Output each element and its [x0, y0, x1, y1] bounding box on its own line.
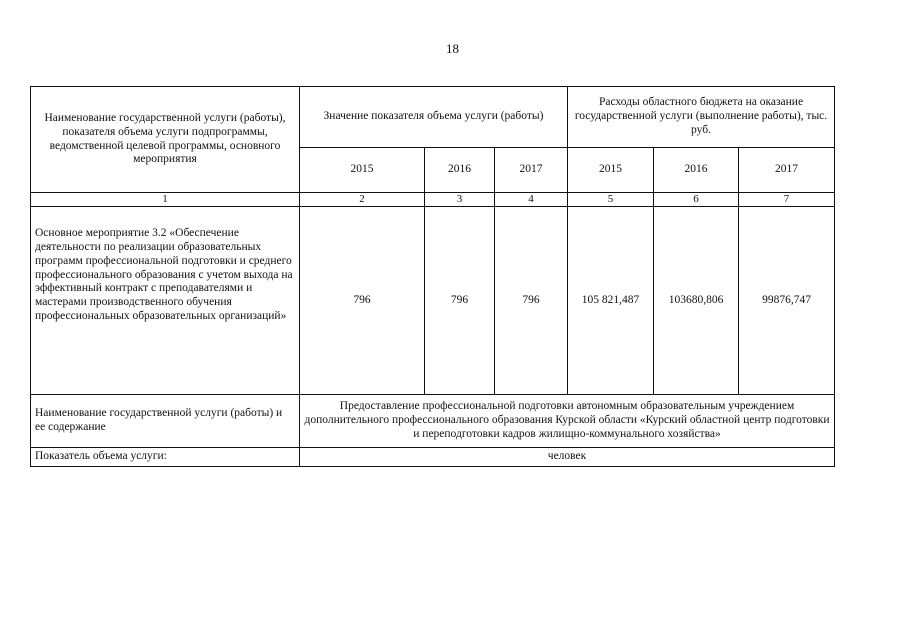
main-activity-name: Основное мероприятие 3.2 «Обеспечение деятельности по реализации образовательных программ профессиональной подготовки и среднего профессионального образования с учетом выхода на эффективный контракт с преподавателями и мастерами производственного обучения профессиональных образовательных организаций» [31, 207, 300, 395]
table-row [31, 448, 835, 467]
col-number: 4 [495, 193, 568, 207]
header-name-col: Наименование государственной услуги (работы), показателя объема услуги подпрограммы, ведомственной целевой программы, основного мероприятия [31, 87, 300, 193]
value-cell: 105 821,487 [568, 207, 654, 395]
col-number: 7 [739, 193, 835, 207]
value-cell: 103680,806 [654, 207, 739, 395]
indicator-label: Показатель объема услуги: [31, 448, 300, 467]
budget-table [30, 86, 835, 467]
header-row [31, 87, 835, 148]
col-number: 5 [568, 193, 654, 207]
service-content: Предоставление профессиональной подготовки автономным образовательным учреждением дополнительного профессионального образования Курской области «Курский областной центр подготовки и переподготовки кадров жилищно-коммунального хозяйства» [300, 395, 835, 448]
service-label: Наименование государственной услуги (работы) и ее содержание [31, 395, 300, 448]
header-expense-col: Расходы областного бюджета на оказание государственной услуги (выполнение работы), тыс. руб. [568, 87, 835, 148]
year-cell: 2016 [654, 148, 739, 193]
year-cell: 2015 [568, 148, 654, 193]
value-cell: 796 [495, 207, 568, 395]
col-number: 3 [425, 193, 495, 207]
table-row [31, 395, 835, 448]
col-number: 2 [300, 193, 425, 207]
column-number-row [31, 193, 835, 207]
year-cell: 2017 [739, 148, 835, 193]
year-cell: 2017 [495, 148, 568, 193]
col-number: 1 [31, 193, 300, 207]
col-number: 6 [654, 193, 739, 207]
year-cell: 2016 [425, 148, 495, 193]
value-cell: 796 [425, 207, 495, 395]
indicator-value: человек [300, 448, 835, 467]
value-cell: 796 [300, 207, 425, 395]
header-volume-col: Значение показателя объема услуги (работы) [300, 87, 568, 148]
year-cell: 2015 [300, 148, 425, 193]
table-row [31, 207, 835, 395]
value-cell: 99876,747 [739, 207, 835, 395]
page-number: 18 [446, 41, 459, 56]
